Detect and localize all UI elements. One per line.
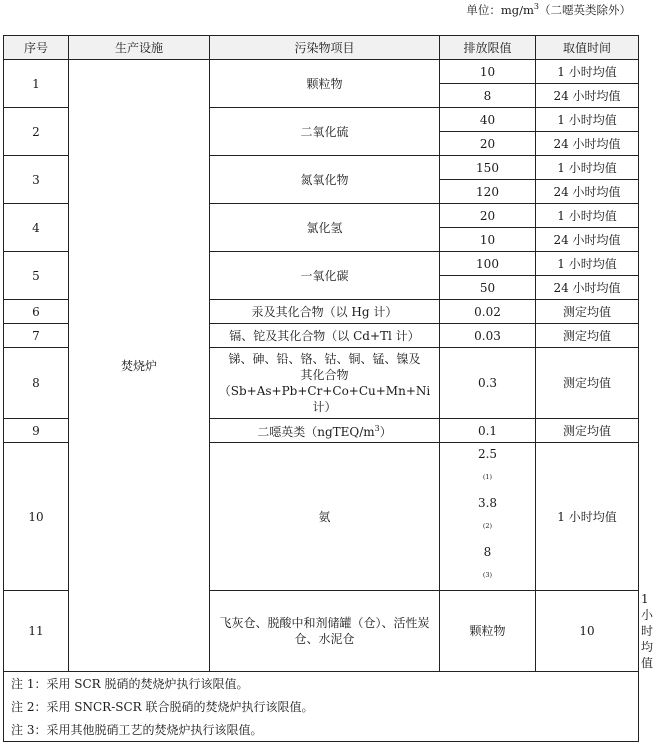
limit-value: 0.03 [440, 324, 536, 348]
pollutant: 颗粒物 [440, 591, 536, 672]
note-row [4, 718, 639, 742]
row-no: 9 [4, 419, 69, 443]
time-basis: 1 小时均值 [536, 204, 639, 228]
footnote-marker: (1) [482, 473, 493, 481]
limit-value: 100 [440, 252, 536, 276]
pollutant-line: （Sb+As+Pb+Cr+Co+Cu+Mn+Ni 计） [218, 384, 431, 414]
pollutant: 二噁英类$(ngTEQ/m^3)$ [210, 419, 440, 443]
footnote-marker: (3) [482, 571, 493, 579]
pollutant: 一氧化碳 [210, 252, 440, 300]
pollutant: 汞及其化合物（以 Hg 计） [210, 300, 440, 324]
time-basis: 24 小时均值 [536, 84, 639, 108]
row-no: 10 [4, 443, 69, 591]
table-header-row [4, 36, 639, 60]
limit-option: 2.5 $^{(1)}$ [477, 447, 498, 481]
limit-value: 10 [536, 591, 639, 672]
note-3: 注 3：采用其他脱硝工艺的焚烧炉执行该限值。 [4, 718, 639, 742]
pollutant: 颗粒物 [210, 60, 440, 108]
time-basis: 1 小时均值 [536, 156, 639, 180]
time-basis: 测定均值 [536, 324, 639, 348]
note-1: 注 1：采用 SCR 脱硝的焚烧炉执行该限值。 [4, 672, 639, 696]
header-time: 取值时间 [536, 36, 639, 60]
time-basis: 1 小时均值 [536, 252, 639, 276]
pollutant: 镉、铊及其化合物（以 Cd+Tl 计） [210, 324, 440, 348]
pollutant: 二氧化硫 [210, 108, 440, 156]
row-no: 7 [4, 324, 69, 348]
row-no: 8 [4, 348, 69, 419]
time-basis: 测定均值 [536, 419, 639, 443]
limit-value: 20 [440, 204, 536, 228]
row-no: 3 [4, 156, 69, 204]
row-no: 5 [4, 252, 69, 300]
time-basis: 24 小时均值 [536, 276, 639, 300]
table-row: 11 飞灰仓、脱酸中和剂储罐（仓）、活性炭仓、水泥仓 颗粒物 10 1 小时均值 [4, 591, 639, 672]
time-basis: 24 小时均值 [536, 132, 639, 156]
limit-option: 8 $^{(3)}$ [482, 545, 493, 579]
limit-value [440, 443, 536, 591]
time-basis: 1 小时均值 [536, 60, 639, 84]
header-limit: 排放限值 [440, 36, 536, 60]
pollutant: 氨 [210, 443, 440, 591]
time-basis: 测定均值 [536, 348, 639, 419]
row-no: 1 [4, 60, 69, 108]
time-basis: 1 小时均值 [536, 443, 639, 591]
limit-value: 8 [440, 84, 536, 108]
header-no: 序号 [4, 36, 69, 60]
limit-value: 120 [440, 180, 536, 204]
pollutant: 氯化氢 [210, 204, 440, 252]
limit-value: 10 [440, 228, 536, 252]
note-2: 注 2：采用 SNCR-SCR 联合脱硝的焚烧炉执行该限值。 [4, 695, 639, 718]
pollutant-line: 锑、砷、铅、铬、钴、铜、锰、镍及 [228, 352, 421, 366]
limit-value: 150 [440, 156, 536, 180]
time-basis: 24 小时均值 [536, 180, 639, 204]
time-basis: 24 小时均值 [536, 228, 639, 252]
row-no: 6 [4, 300, 69, 324]
unit-note: 单位：$mg/m^3$（二噁英类除外） [466, 2, 631, 17]
pollutant: 氮氧化物 [210, 156, 440, 204]
limit-value: 0.02 [440, 300, 536, 324]
limit-value: 0.3 [440, 348, 536, 419]
time-basis: 1 小时均值 [536, 108, 639, 132]
facility-incinerator: 焚烧炉 [69, 60, 210, 672]
facility-storage: 飞灰仓、脱酸中和剂储罐（仓）、活性炭仓、水泥仓 [210, 591, 440, 672]
row-no: 11 [4, 591, 69, 672]
footnote-marker: (2) [482, 522, 493, 530]
table-row [4, 60, 639, 84]
limit-option: 3.8 $^{(2)}$ [477, 496, 498, 530]
pollutant-line: 其化合物 [300, 368, 349, 382]
row-no: 4 [4, 204, 69, 252]
header-pollutant: 污染物项目 [210, 36, 440, 60]
row-no: 2 [4, 108, 69, 156]
header-facility: 生产设施 [69, 36, 210, 60]
limit-value: 20 [440, 132, 536, 156]
limit-value: 40 [440, 108, 536, 132]
emission-limits-table [3, 35, 653, 742]
note-row [4, 695, 639, 718]
limit-value: 10 [440, 60, 536, 84]
pollutant [210, 348, 440, 419]
limit-value: 0.1 [440, 419, 536, 443]
time-basis: 测定均值 [536, 300, 639, 324]
limit-value: 50 [440, 276, 536, 300]
note-row [4, 672, 639, 696]
